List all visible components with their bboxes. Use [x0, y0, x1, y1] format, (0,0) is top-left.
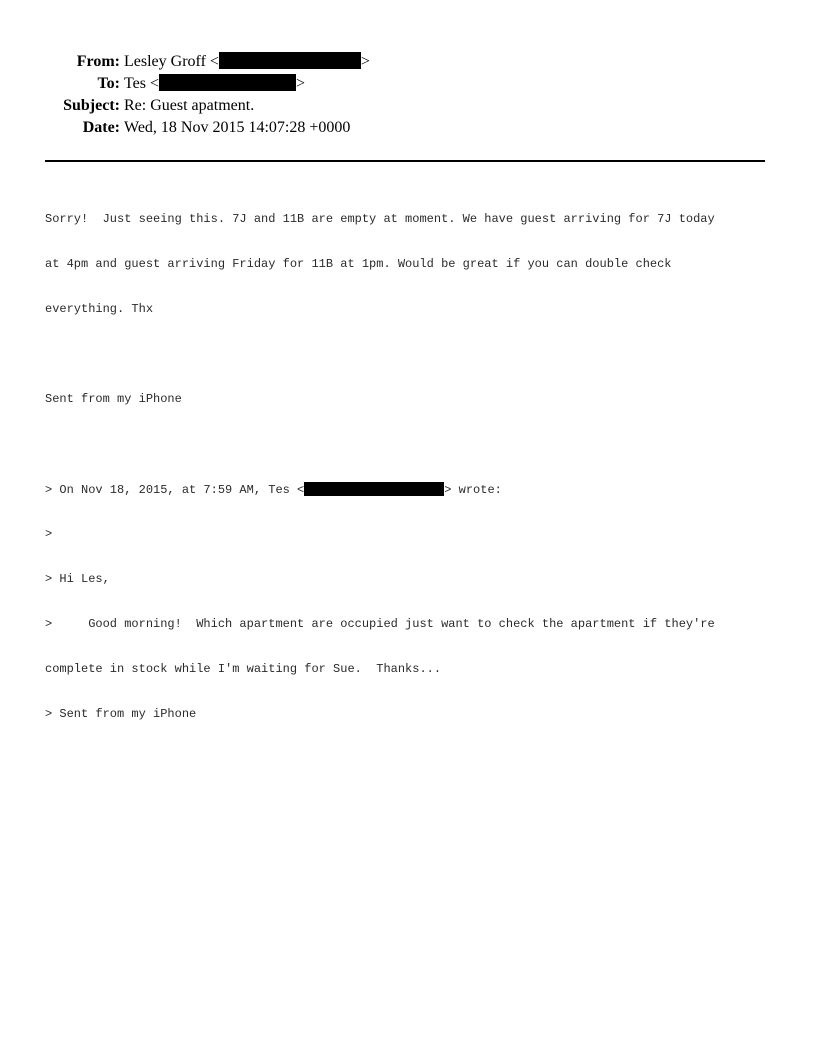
- from-row: [0, 51, 816, 73]
- quote-body-line: complete in stock while I'm waiting for Sue. Thanks...: [45, 662, 442, 676]
- to-name: Tes <: [124, 75, 160, 92]
- subject-row: [0, 95, 816, 117]
- redacted-email: [304, 482, 444, 496]
- body-line: Sorry! Just seeing this. 7J and 11B are empty at moment. We have guest arriving for 7J today: [45, 212, 715, 226]
- from-close: >: [360, 53, 370, 70]
- from-value: [124, 51, 370, 73]
- quote-blank-line: >: [45, 527, 53, 541]
- date-label: Date:: [82, 119, 120, 136]
- subject-value: Re: Guest apatment.: [124, 97, 255, 114]
- blank-line: [45, 437, 785, 452]
- body-line: at 4pm and guest arriving Friday for 11B at 1pm. Would be great if you can double check: [45, 257, 672, 271]
- header-divider: [45, 160, 765, 162]
- body-line: everything. Thx: [45, 302, 154, 316]
- quote-signature-line: > Sent from my iPhone: [45, 707, 197, 721]
- email-header: [0, 51, 816, 139]
- email-body: [45, 182, 785, 737]
- to-value: [124, 73, 305, 95]
- to-close: >: [296, 75, 306, 92]
- subject-label: Subject:: [63, 97, 120, 114]
- to-row: [0, 73, 816, 95]
- quote-body-line: > Good morning! Which apartment are occupied just want to check the apartment if they're: [45, 617, 715, 631]
- from-name: Lesley Groff <: [124, 53, 219, 70]
- from-label: From:: [76, 53, 120, 70]
- date-row: [0, 117, 816, 139]
- blank-line: [45, 347, 785, 362]
- quote-intro-line: [45, 482, 785, 497]
- to-label: To:: [97, 75, 120, 92]
- signature-line: Sent from my iPhone: [45, 392, 182, 406]
- quote-greeting-line: > Hi Les,: [45, 572, 110, 586]
- date-value: Wed, 18 Nov 2015 14:07:28 +0000: [124, 119, 351, 136]
- redacted-email: [159, 74, 296, 91]
- quote-intro-before: > On Nov 18, 2015, at 7:59 AM, Tes <: [45, 483, 305, 497]
- redacted-email: [219, 52, 361, 69]
- quote-intro-after: > wrote:: [444, 483, 502, 497]
